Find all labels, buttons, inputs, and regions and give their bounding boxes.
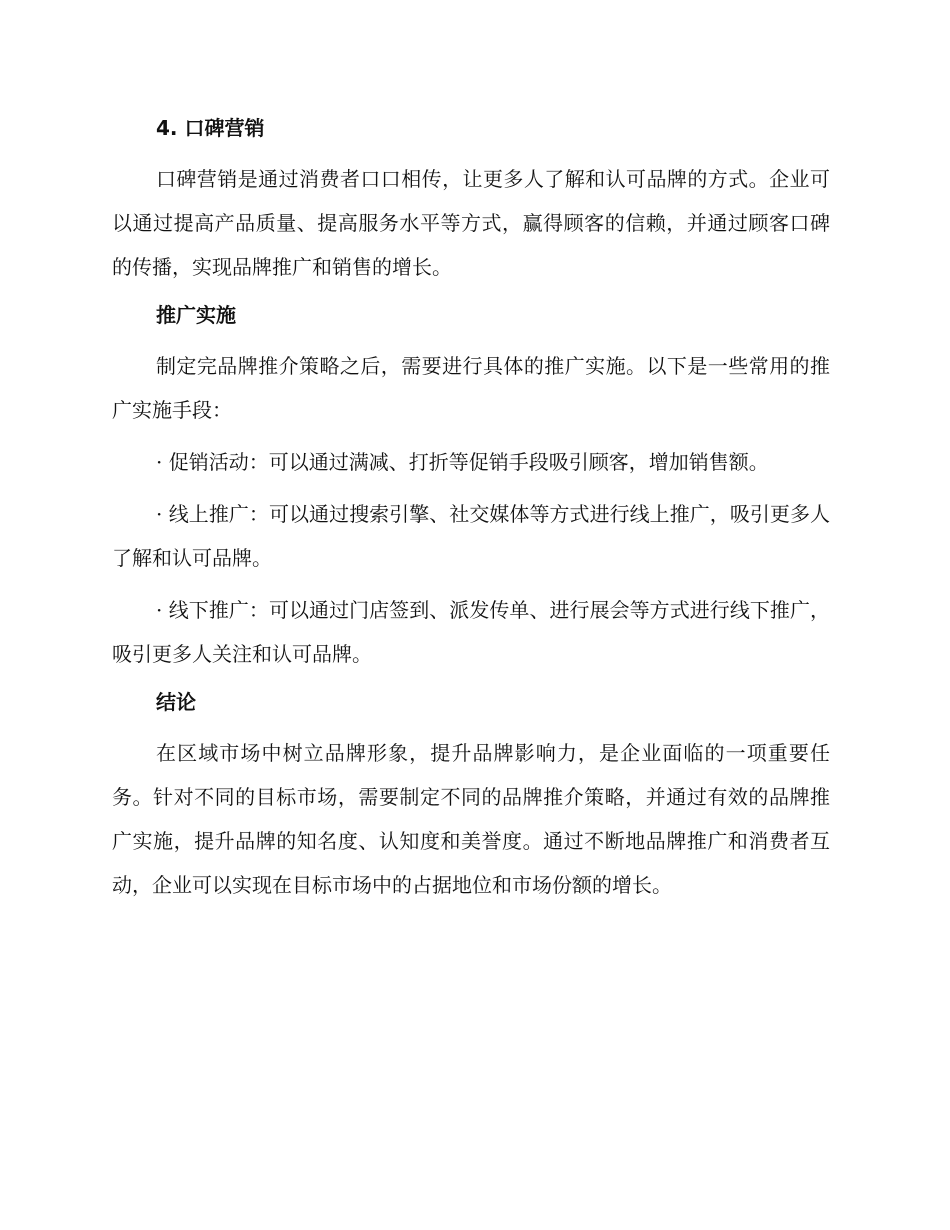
paragraph-implementation-intro: 制定完品牌推介策略之后，需要进行具体的推广实施。以下是一些常用的推广实施手段： xyxy=(112,354,830,422)
list-item-online: · 线上推广：可以通过搜索引擎、社交媒体等方式进行线上推广，吸引更多人了解和认可品牌。 xyxy=(112,502,830,570)
paragraph-conclusion: 在区域市场中树立品牌形象，提升品牌影响力，是企业面临的一项重要任务。针对不同的目标市场，需要制定不同的品牌推介策略，并通过有效的品牌推广实施，提升品牌的知名度、认知度和美誉度。通过不断地品牌推广和消费者互动，企业可以实现在目标市场中的占据地位和市场份额的增长。 xyxy=(112,741,830,897)
list-item-offline: · 线下推广：可以通过门店签到、派发传单、进行展会等方式进行线下推广，吸引更多人关注和认可品牌。 xyxy=(112,598,830,666)
section-heading-conclusion: 结论 xyxy=(156,690,196,714)
document-page xyxy=(112,110,830,907)
section-heading-word-of-mouth: 4. 口碑营销 xyxy=(156,116,265,140)
paragraph-word-of-mouth: 口碑营销是通过消费者口口相传，让更多人了解和认可品牌的方式。企业可以通过提高产品质量、提高服务水平等方式，赢得顾客的信赖，并通过顾客口碑的传播，实现品牌推广和销售的增长。 xyxy=(112,167,830,279)
section-heading-implementation: 推广实施 xyxy=(156,303,236,327)
list-item-promotion: · 促销活动：可以通过满减、打折等促销手段吸引顾客，增加销售额。 xyxy=(156,450,769,474)
